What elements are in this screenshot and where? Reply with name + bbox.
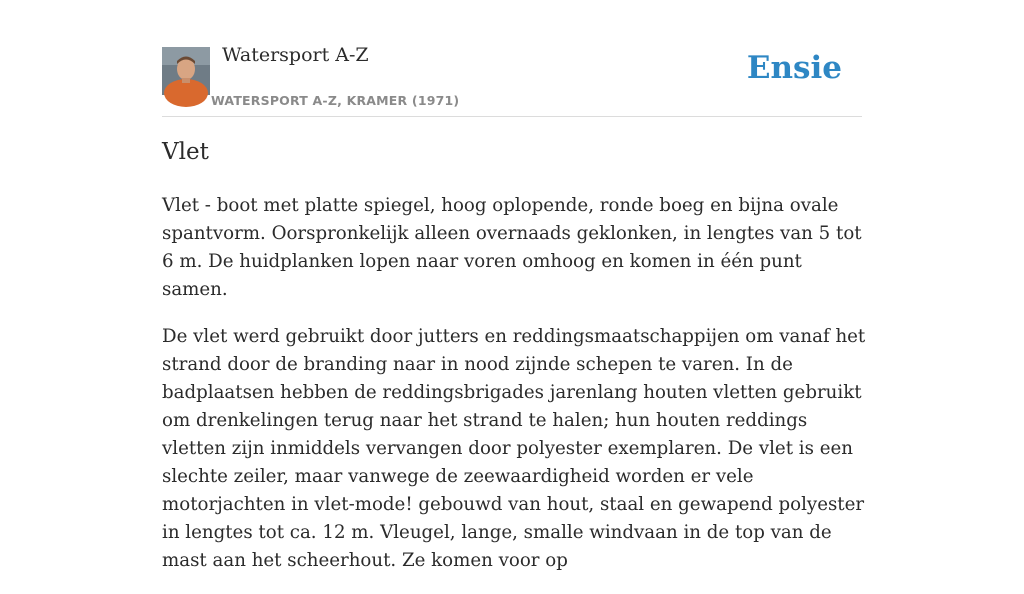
entry-term: Vlet	[162, 139, 209, 165]
entry-paragraph: De vlet werd gebruikt door jutters en reddingsmaatschappijen om vanaf het strand door de branding naar in nood zijnde schepen te varen. In de badplaatsen hebben de reddingsbrigades jarenlang houten vletten gebruikt om drenkelingen terug naar het strand te halen; hun houten reddings vletten zijn inmiddels vervangen door polyester exemplaren. De vlet is een slechte zeiler, maar vanwege de zeewaardigheid worden er vele motorjachten in vlet-mode! gebouwd van hout, staal en gewapend polyester in lengtes tot ca. 12 m. Vleugel, lange, smalle windvaan in de top van de mast aan het scheerhout. Ze komen voor op	[162, 326, 866, 571]
entry-body	[162, 192, 867, 594]
avatar-image	[162, 47, 210, 95]
entry-paragraph: Vlet - boot met platte spiegel, hoog oplopende, ronde boeg en bijna ovale spantvorm. Oorspronkelijk alleen overnaads geklonken, in lengtes van 5 tot 6 m. De huidplanken lopen naar voren omhoog en komen in één punt samen.	[162, 195, 862, 300]
source-subtitle[interactable]: WATERSPORT A-Z, KRAMER (1971)	[211, 93, 460, 108]
author-avatar[interactable]	[162, 47, 210, 95]
source-title[interactable]: Watersport A-Z	[222, 44, 369, 66]
source-header	[162, 0, 862, 117]
ensie-logo[interactable]: Ensie	[746, 50, 842, 86]
